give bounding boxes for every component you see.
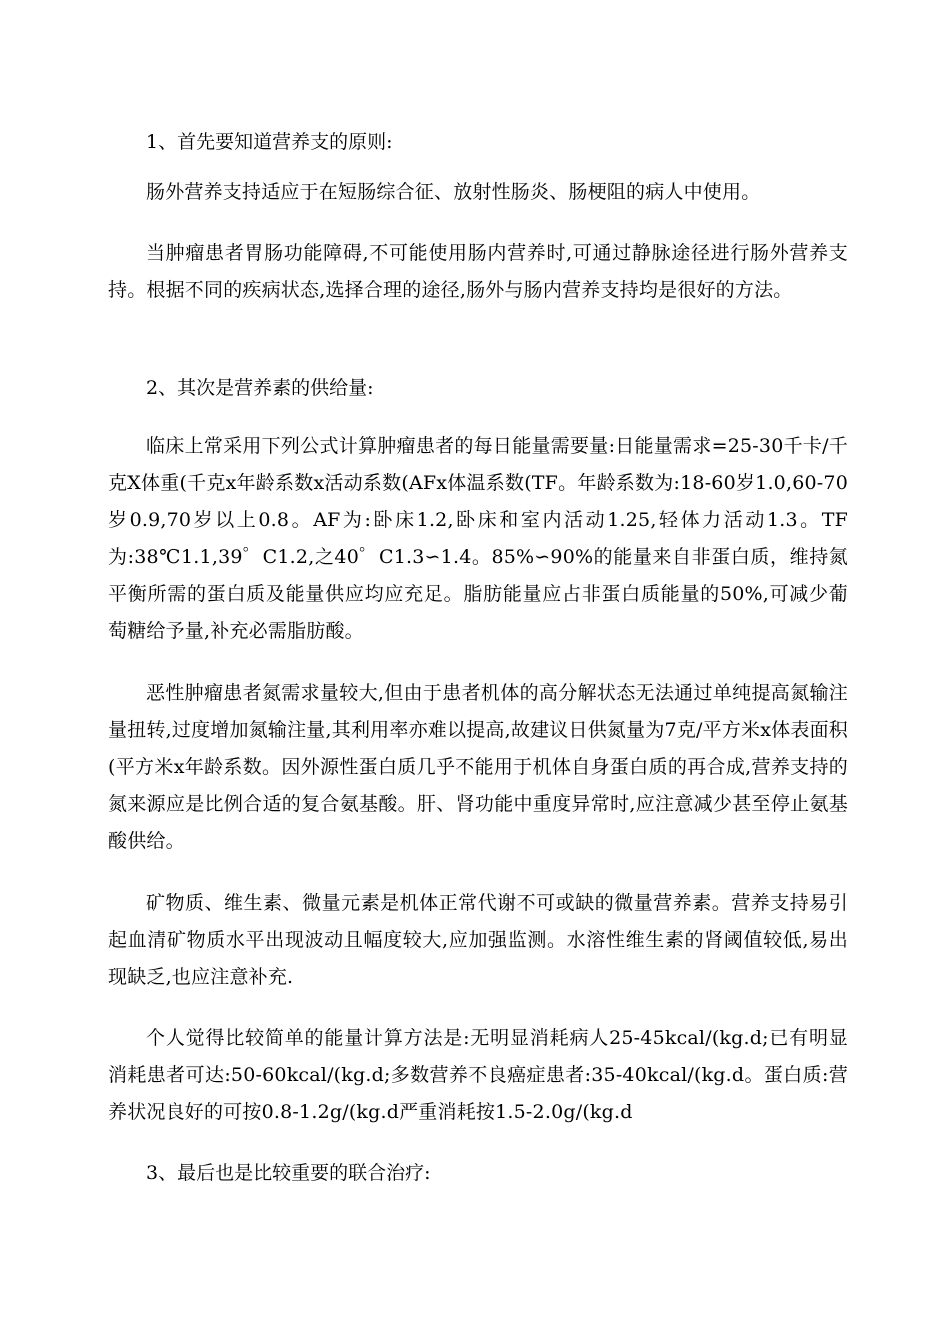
section-3-heading: 3、最后也是比较重要的联合治疗:	[146, 1162, 431, 1184]
section-1-paragraph-1: 肠外营养支持适应于在短肠综合征、放射性肠炎、肠梗阻的病人中使用。	[146, 181, 761, 203]
section-2-paragraph-1: 临床上常采用下列公式计算肿瘤患者的每日能量需要量:日能量需求=25-30千卡/千克X体重(千克x年龄系数x活动系数(AFx体温系数(TF。年龄系数为:18-60岁1.0,60-70岁0.9,70岁以上0.8。AF为:卧床1.2,卧床和室内活动1.25,轻体力活动1.3。TF为:38℃1.1,39゜C1.2,之40゜C1.3∽1.4。85%∽90%的能量来自非蛋白质，维持氮平衡所需的蛋白质及能量供应均应充足。脂肪能量应占非蛋白质能量的50%,可减少葡萄糖给予量,补充必需脂肪酸。	[108, 435, 848, 642]
section-2-paragraph-3: 矿物质、维生素、微量元素是机体正常代谢不可或缺的微量营养素。营养支持易引起血清矿物质水平出现波动且幅度较大,应加强监测。水溶性维生素的肾阈值较低,易出现缺乏,也应注意补充.	[108, 892, 848, 988]
section-2-heading: 2、其次是营养素的供给量:	[146, 377, 374, 399]
section-2-paragraph-2: 恶性肿瘤患者氮需求量较大,但由于患者机体的高分解状态无法通过单纯提高氮输注量扭转,过度增加氮输注量,其利用率亦难以提高,故建议日供氮量为7克/平方米x体表面积(平方米x年龄系数。因外源性蛋白质几乎不能用于机体自身蛋白质的再合成,营养支持的氮来源应是比例合适的复合氨基酸。肝、肾功能中重度异常时,应注意减少甚至停止氨基酸供给。	[108, 682, 848, 852]
section-1-heading: 1、首先要知道营养支的原则:	[146, 131, 393, 153]
section-1-paragraph-2: 当肿瘤患者胃肠功能障碍,不可能使用肠内营养时,可通过静脉途径进行肠外营养支持。根据不同的疾病状态,选择合理的途径,肠外与肠内营养支持均是很好的方法。	[108, 242, 848, 301]
section-2-paragraph-4: 个人觉得比较简单的能量计算方法是:无明显消耗病人25-45kcal/(kg.d;已有明显消耗患者可达:50-60kcal/(kg.d;多数营养不良癌症患者:35-40kcal/(kg.d。蛋白质:营养状况良好的可按0.8-1.2g/(kg.d严重消耗按1.5-2.0g/(kg.d	[108, 1027, 848, 1123]
